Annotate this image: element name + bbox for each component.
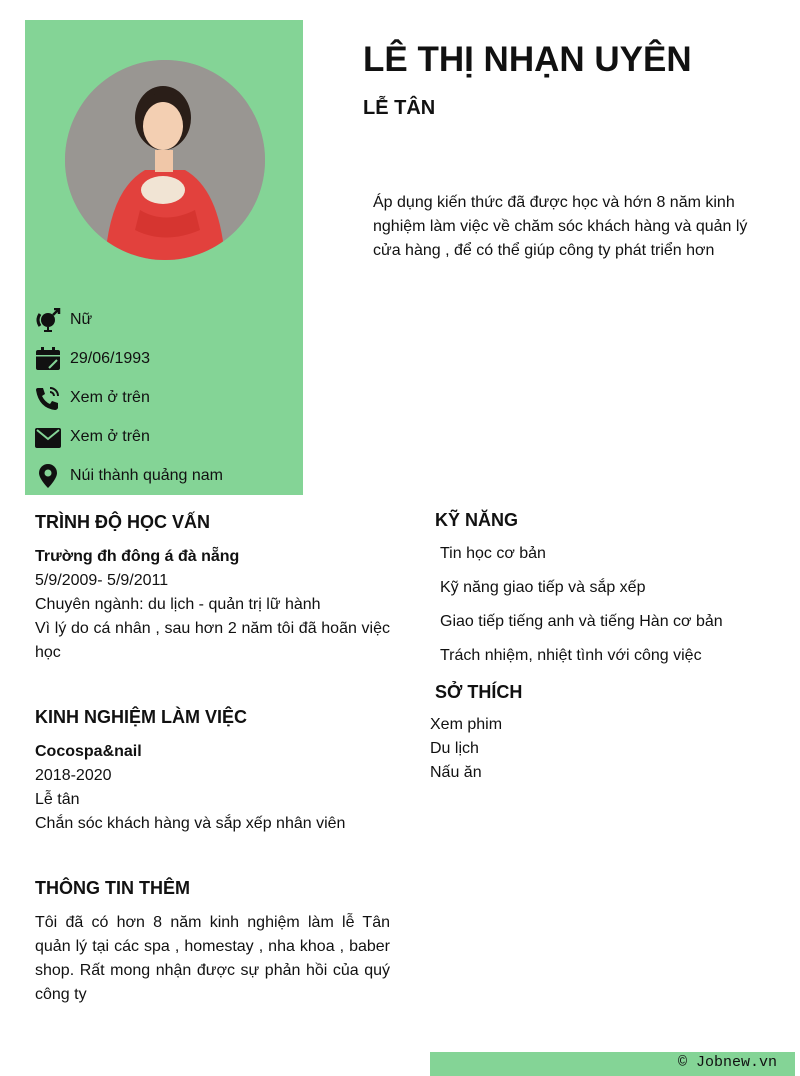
hobbies-list (430, 713, 502, 785)
contact-birthday (35, 339, 223, 378)
hobby-item: Du lịch (430, 740, 479, 757)
hobby-item: Nấu ăn (430, 764, 482, 781)
skills-heading: KỸ NĂNG (435, 510, 519, 530)
contact-email (35, 417, 223, 456)
additional-text: Tôi đã có hơn 8 năm kinh nghiệm làm lễ Tân quản lý tại các spa , homestay , nha khoa , baber shop. Rất mong nhận được sự phản hồi của quý công ty (35, 914, 390, 1003)
skills-list (440, 542, 723, 678)
avatar (65, 60, 265, 260)
skill-item: Kỹ năng giao tiếp và sắp xếp (440, 579, 646, 596)
experience-role: Lễ tân (35, 791, 80, 808)
birthday-value: 29/06/1993 (70, 349, 151, 367)
contact-address (35, 456, 223, 495)
education-note: Vì lý do cá nhân , sau hơn 2 năm tôi đã hoãn việc học (35, 620, 390, 661)
skill-item: Tin học cơ bản (440, 545, 546, 562)
sidebar (25, 20, 303, 495)
footer-credit: © Jobnew.vn (430, 1052, 795, 1076)
career-objective: Áp dụng kiến thức đã được học và hớn 8 năm kinh nghiệm làm việc về chăm sóc khách hàng và quản lý cửa hàng , để có thể giúp công ty phát triển hơn (373, 194, 748, 259)
education-heading: TRÌNH ĐỘ HỌC VẤN (35, 512, 210, 532)
experience-section (35, 740, 390, 836)
gender-value: Nữ (70, 310, 93, 328)
email-icon (35, 425, 61, 449)
experience-description: Chắn sóc khách hàng và sắp xếp nhân viên (35, 815, 346, 832)
education-section (35, 545, 390, 665)
email-value: Xem ở trên (70, 427, 150, 445)
contact-list (35, 300, 223, 495)
additional-heading: THÔNG TIN THÊM (35, 878, 190, 898)
hobby-item: Xem phim (430, 716, 503, 733)
candidate-position: LỄ TÂN (363, 97, 436, 119)
company-name: Cocospa&nail (35, 743, 142, 760)
skill-item: Trách nhiệm, nhiệt tình với công việc (440, 647, 702, 664)
phone-value: Xem ở trên (70, 388, 150, 406)
skill-item: Giao tiếp tiếng anh và tiếng Hàn cơ bản (440, 613, 723, 630)
school-name: Trường đh đông á đà nẵng (35, 548, 240, 565)
contact-phone (35, 378, 223, 417)
candidate-name: LÊ THỊ NHẠN UYÊN (363, 40, 692, 79)
contact-gender (35, 300, 223, 339)
experience-period: 2018-2020 (35, 767, 112, 784)
location-icon (35, 464, 61, 488)
experience-heading: KINH NGHIỆM LÀM VIỆC (35, 707, 248, 727)
phone-icon (35, 386, 61, 410)
address-value: Núi thành quảng nam (70, 466, 223, 484)
education-major: Chuyên ngành: du lịch - quản trị lữ hành (35, 596, 321, 613)
calendar-icon (35, 347, 61, 371)
hobbies-heading: SỞ THÍCH (435, 682, 523, 702)
education-period: 5/9/2009- 5/9/2011 (35, 572, 169, 589)
gender-icon (35, 308, 61, 332)
